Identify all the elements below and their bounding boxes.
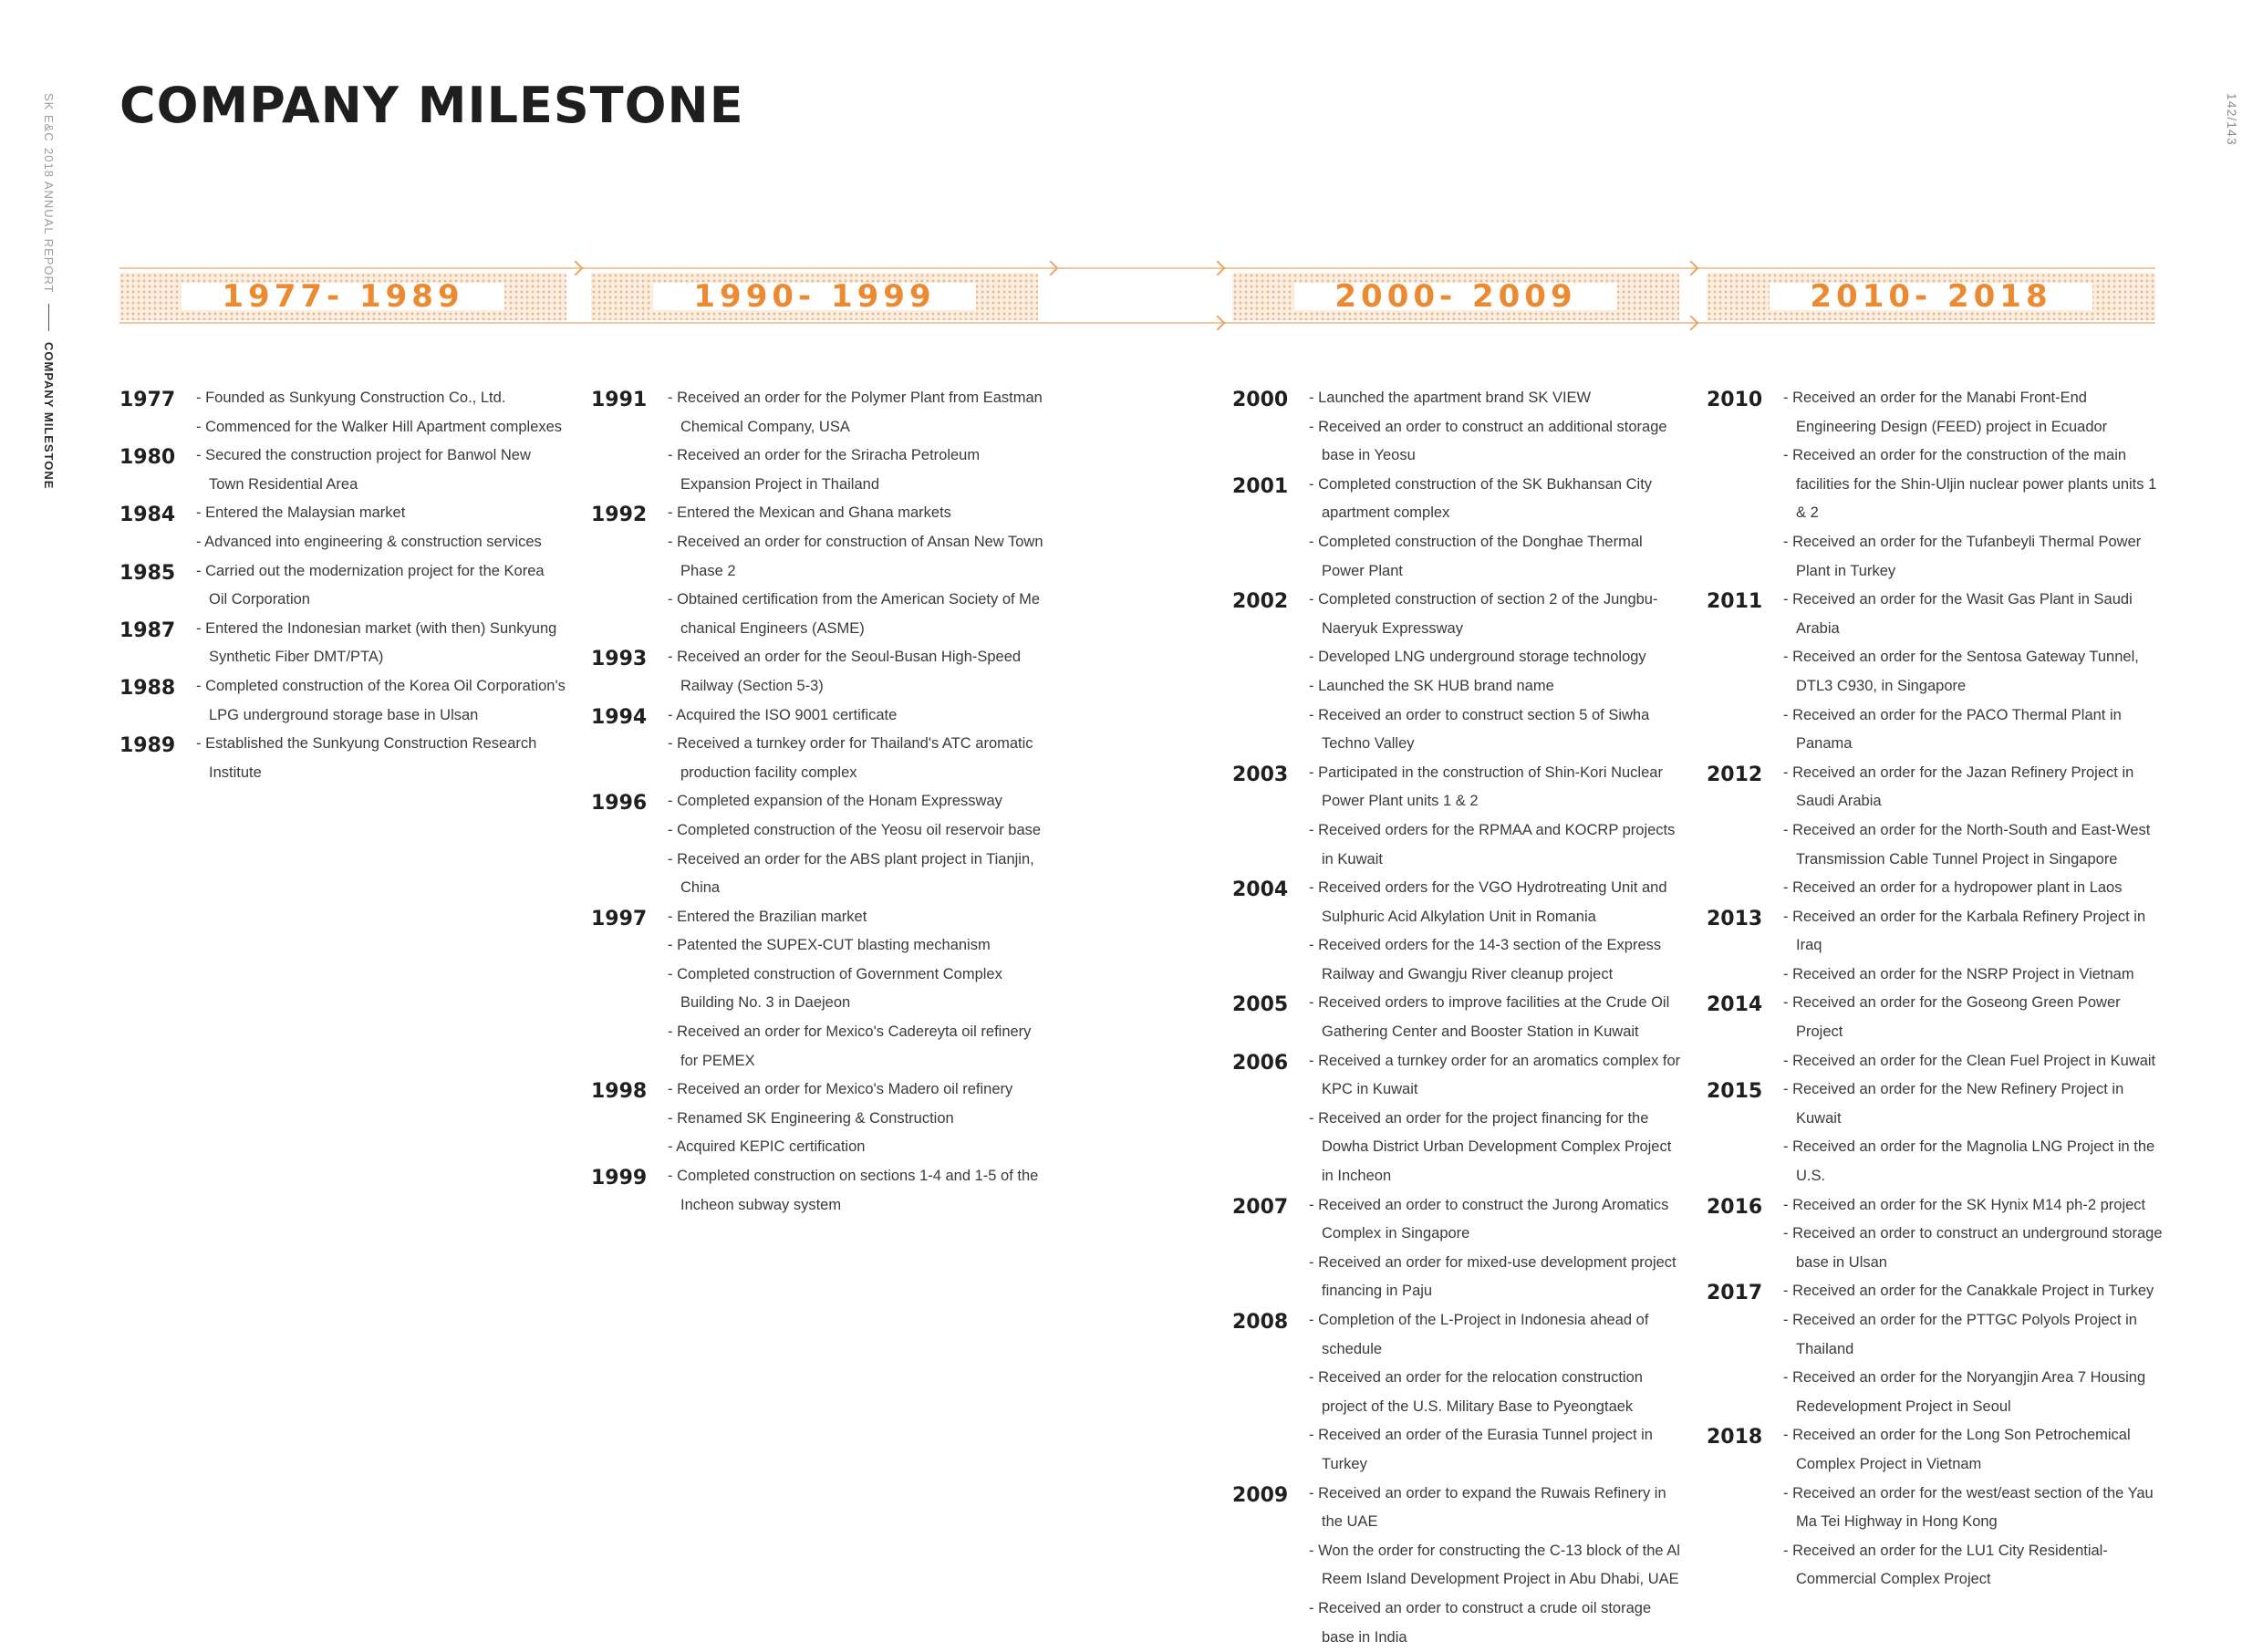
milestone-item-list (1783, 759, 2163, 903)
milestone-item: - Received an order for mixed-use development project financing in Paju (1309, 1249, 1684, 1306)
milestone-item: - Received an order for Mexico's Madero oil refinery (668, 1075, 1047, 1105)
period-1990-1999 (591, 273, 1038, 320)
period-label: 1990- 1999 (653, 283, 975, 310)
milestone-item: - Launched the SK HUB brand name (1309, 672, 1684, 701)
milestone-year: 2003 (1232, 763, 1289, 786)
milestone-row (1232, 1480, 1684, 1652)
milestone-item-list (1309, 471, 1684, 586)
period-2010-2018 (1707, 273, 2155, 320)
milestone-year: 2011 (1707, 590, 1763, 614)
milestone-item: - Received an order for the NSRP Project in Vietnam (1783, 961, 2163, 990)
chevron-right-icon (568, 261, 584, 276)
milestone-year: 2015 (1707, 1080, 1763, 1104)
milestone-item-list (196, 730, 566, 787)
timeline-guide-bottom (119, 322, 2155, 324)
side-report-label: 2018 ANNUAL REPORT (42, 147, 56, 294)
milestone-year: 1997 (591, 907, 648, 930)
milestone-item: - Launched the apartment brand SK VIEW (1309, 384, 1684, 413)
milestone-item: - Entered the Brazilian market (668, 903, 1047, 932)
milestone-item-list (1783, 1191, 2163, 1278)
side-divider (48, 304, 49, 331)
page-number: 142/143 (2225, 93, 2239, 146)
milestone-item: - Advanced into engineering & construction services (196, 528, 566, 557)
milestone-year: 2013 (1707, 907, 1763, 930)
milestone-item: - Received an order for the Karbala Refinery Project in Iraq (1783, 903, 2163, 961)
milestone-item: - Carried out the modernization project for the Korea Oil Corporation (196, 557, 566, 615)
milestone-item: - Completed construction of the SK Bukhansan City apartment complex (1309, 471, 1684, 528)
milestone-column-4 (1707, 384, 2163, 1595)
milestone-item-list (196, 672, 566, 730)
milestone-item: - Won the order for constructing the C-13 block of the Al Reem Island Development Project in Abu Dhabi, UAE (1309, 1537, 1684, 1595)
milestone-year: 2002 (1232, 590, 1289, 614)
milestone-row (1707, 1075, 2163, 1190)
milestone-row (1707, 989, 2163, 1075)
milestone-item: - Patented the SUPEX-CUT blasting mechanism (668, 931, 1047, 961)
milestone-year: 2007 (1232, 1195, 1289, 1219)
milestone-item-list (668, 499, 1047, 643)
milestone-item-list (1309, 1306, 1684, 1480)
milestone-item-list (1309, 586, 1684, 759)
milestone-row (1232, 384, 1684, 471)
milestone-row (1232, 1191, 1684, 1306)
milestone-row (1232, 989, 1684, 1046)
milestone-year: 2004 (1232, 878, 1289, 902)
milestone-item: - Received an order of the Eurasia Tunnel project in Turkey (1309, 1421, 1684, 1479)
milestone-year: 2009 (1232, 1483, 1289, 1507)
page-title: COMPANY MILESTONE (119, 77, 744, 134)
milestone-item: - Received an order for the Manabi Front-End Engineering Design (FEED) project in Ecuador (1783, 384, 2163, 442)
milestone-item: - Received an order to construct an underground storage base in Ulsan (1783, 1220, 2163, 1277)
milestone-item-list (668, 1162, 1047, 1220)
milestone-item: - Completed construction of the Korea Oil Corporation's LPG underground storage base in Ulsan (196, 672, 566, 730)
milestone-item: - Received an order to construct section 5 of Siwha Techno Valley (1309, 701, 1684, 759)
milestone-item-list (1783, 384, 2163, 586)
chevron-right-icon (1043, 261, 1059, 276)
milestone-row (591, 701, 1047, 788)
milestone-item: - Received an order for the construction of the main facilities for the Shin-Uljin nuclear power plants units 1 & 2 (1783, 442, 2163, 528)
milestone-item: - Renamed SK Engineering & Construction (668, 1105, 1047, 1134)
milestone-item-list (668, 643, 1047, 701)
milestone-row (591, 1162, 1047, 1220)
milestone-year: 1998 (591, 1080, 648, 1104)
milestone-item-list (1309, 384, 1684, 471)
milestone-row (591, 787, 1047, 902)
milestone-item: - Received an order for the Seoul-Busan High-Speed Railway (Section 5-3) (668, 643, 1047, 701)
timeline-guide-top (119, 267, 2155, 269)
milestone-item: - Completed construction of the Donghae Thermal Power Plant (1309, 528, 1684, 586)
milestone-row (119, 442, 566, 499)
milestone-item: - Received an order to construct the Jurong Aromatics Complex in Singapore (1309, 1191, 1684, 1249)
milestone-year: 1991 (591, 389, 648, 411)
milestone-row (1707, 1191, 2163, 1278)
milestone-item-list (1309, 1191, 1684, 1306)
milestone-item: - Received an order for the Goseong Green Power Project (1783, 989, 2163, 1046)
milestone-row (1707, 586, 2163, 759)
milestone-item-list (196, 557, 566, 615)
milestone-row (119, 499, 566, 556)
milestone-item: - Received orders for the RPMAA and KOCRP projects in Kuwait (1309, 816, 1684, 874)
milestone-year: 2016 (1707, 1195, 1763, 1219)
milestone-year: 1977 (119, 389, 176, 411)
milestone-item: - Entered the Mexican and Ghana markets (668, 499, 1047, 528)
milestone-item: - Received an order for the Clean Fuel Project in Kuwait (1783, 1047, 2163, 1076)
milestone-item: - Received a turnkey order for an aromatics complex for KPC in Kuwait (1309, 1047, 1684, 1105)
milestone-item: - Received an order for the Noryangjin Area 7 Housing Redevelopment Project in Seoul (1783, 1364, 2163, 1421)
milestone-item: - Received orders to improve facilities at the Crude Oil Gathering Center and Booster Station in Kuwait (1309, 989, 1684, 1046)
milestone-item: - Participated in the construction of Shin-Kori Nuclear Power Plant units 1 & 2 (1309, 759, 1684, 816)
milestone-item: - Received an order for the New Refinery Project in Kuwait (1783, 1075, 2163, 1133)
milestone-item: - Received an order for the SK Hynix M14 ph-2 project (1783, 1191, 2163, 1221)
milestone-item: - Received an order for the Wasit Gas Plant in Saudi Arabia (1783, 586, 2163, 643)
milestone-item-list (1309, 989, 1684, 1046)
side-rail (42, 93, 56, 490)
milestone-year: 2005 (1232, 993, 1289, 1017)
milestone-item: - Received an order to construct a crude oil storage base in India (1309, 1595, 1684, 1652)
milestone-row (1707, 384, 2163, 586)
side-company-label: SK E&C (42, 93, 56, 142)
milestone-item: - Received an order for the Tufanbeyli Thermal Power Plant in Turkey (1783, 528, 2163, 586)
milestone-row (591, 903, 1047, 1076)
milestone-row (591, 1075, 1047, 1162)
milestone-item: - Received an order for the ABS plant project in Tianjin, China (668, 846, 1047, 903)
milestone-row (119, 672, 566, 730)
milestone-year: 1992 (591, 504, 648, 527)
milestone-item: - Received an order for the PACO Thermal Plant in Panama (1783, 701, 2163, 759)
milestone-item-list (196, 442, 566, 499)
chevron-right-icon (1210, 316, 1226, 331)
milestone-year: 2014 (1707, 993, 1763, 1017)
milestone-year: 1987 (119, 618, 176, 642)
milestone-item-list (196, 384, 566, 442)
milestone-item: - Founded as Sunkyung Construction Co., Ltd. (196, 384, 566, 413)
period-label: 1977- 1989 (182, 283, 503, 310)
period-2000-2009 (1232, 273, 1679, 320)
milestone-item: - Received orders for the VGO Hydrotreating Unit and Sulphuric Acid Alkylation Unit in Romania (1309, 874, 1684, 931)
milestone-row (1707, 759, 2163, 903)
milestone-row (591, 384, 1047, 499)
milestone-year: 1996 (591, 792, 648, 816)
milestone-item: - Received an order for the project financing for the Dowha District Urban Development Complex Project in Incheon (1309, 1105, 1684, 1191)
milestone-item-list (1783, 1277, 2163, 1421)
milestone-item: - Entered the Indonesian market (with then) Sunkyung Synthetic Fiber DMT/PTA) (196, 615, 566, 672)
period-label: 2000- 2009 (1294, 283, 1616, 310)
milestone-item-list (1783, 1075, 2163, 1190)
milestone-year: 2008 (1232, 1311, 1289, 1334)
milestone-row (1232, 759, 1684, 874)
milestone-item: - Established the Sunkyung Construction Research Institute (196, 730, 566, 787)
milestone-item: - Commenced for the Walker Hill Apartment complexes (196, 413, 566, 442)
milestone-item: - Received an order for the Polymer Plant from Eastman Chemical Company, USA (668, 384, 1047, 442)
milestone-year: 1985 (119, 561, 176, 585)
milestone-item-list (1309, 759, 1684, 874)
milestone-item-list (668, 701, 1047, 788)
milestone-item: - Completed construction of section 2 of the Jungbu-Naeryuk Expressway (1309, 586, 1684, 643)
side-section-label: COMPANY MILESTONE (42, 342, 56, 490)
milestone-item-list (1783, 903, 2163, 990)
milestone-year: 2010 (1707, 389, 1763, 411)
milestone-item: - Received an order to construct an additional storage base in Yeosu (1309, 413, 1684, 471)
milestone-item: - Completed construction on sections 1-4 and 1-5 of the Incheon subway system (668, 1162, 1047, 1220)
milestone-item: - Received an order for the Jazan Refinery Project in Saudi Arabia (1783, 759, 2163, 816)
milestone-item: - Received an order for the LU1 City Residential-Commercial Complex Project (1783, 1537, 2163, 1595)
milestone-year: 1980 (119, 446, 176, 470)
milestone-year: 1989 (119, 734, 176, 758)
milestone-item: - Completed expansion of the Honam Expressway (668, 787, 1047, 816)
milestone-item: - Received an order for the Long Son Petrochemical Complex Project in Vietnam (1783, 1421, 2163, 1479)
milestone-year: 1988 (119, 676, 176, 700)
milestone-item-list (668, 903, 1047, 1076)
milestone-row (119, 615, 566, 672)
milestone-year: 2017 (1707, 1282, 1763, 1305)
milestone-item-list (196, 499, 566, 556)
milestone-row (1232, 1306, 1684, 1480)
milestone-item: - Received an order for the relocation construction project of the U.S. Military Base to Pyeongtaek (1309, 1364, 1684, 1421)
milestone-year: 2000 (1232, 389, 1289, 411)
milestone-year: 1993 (591, 648, 648, 671)
milestone-row (1232, 471, 1684, 586)
milestone-item-list (1309, 1047, 1684, 1191)
milestone-item-list (668, 1075, 1047, 1162)
milestone-year: 1999 (591, 1167, 648, 1190)
milestone-item: - Completion of the L-Project in Indonesia ahead of schedule (1309, 1306, 1684, 1364)
milestone-item: - Received an order for the Sentosa Gateway Tunnel, DTL3 C930, in Singapore (1783, 643, 2163, 701)
milestone-item: - Received an order for the North-South and East-West Transmission Cable Tunnel Project in Singapore (1783, 816, 2163, 874)
milestone-row (1232, 586, 1684, 759)
milestone-item-list (1309, 874, 1684, 989)
period-1977-1989 (119, 273, 566, 320)
chevron-right-icon (1684, 316, 1699, 331)
milestone-year: 1994 (591, 705, 648, 729)
milestone-year: 2012 (1707, 763, 1763, 786)
milestone-row (119, 730, 566, 787)
milestone-item: - Completed construction of Government Complex Building No. 3 in Daejeon (668, 961, 1047, 1018)
milestone-year: 2001 (1232, 474, 1289, 498)
milestone-item: - Received an order for the Canakkale Project in Turkey (1783, 1277, 2163, 1306)
period-label: 2010- 2018 (1770, 283, 2092, 310)
milestone-item: - Received a turnkey order for Thailand's ATC aromatic production facility complex (668, 730, 1047, 787)
milestone-item: - Secured the construction project for Banwol New Town Residential Area (196, 442, 566, 499)
milestone-row (1232, 874, 1684, 989)
milestone-item: - Received an order for a hydropower plant in Laos (1783, 874, 2163, 903)
milestone-item: - Received an order for Mexico's Cadereyta oil refinery for PEMEX (668, 1018, 1047, 1075)
milestone-item: - Acquired KEPIC certification (668, 1133, 1047, 1162)
milestone-item: - Received an order for the west/east section of the Yau Ma Tei Highway in Hong Kong (1783, 1480, 2163, 1537)
milestone-row (591, 499, 1047, 643)
milestone-column-3 (1232, 384, 1684, 1652)
chevron-right-icon (1684, 261, 1699, 276)
milestone-item: - Completed construction of the Yeosu oil reservoir base (668, 816, 1047, 846)
milestone-column-2 (591, 384, 1047, 1220)
milestone-item: - Received an order for the PTTGC Polyols Project in Thailand (1783, 1306, 2163, 1364)
milestone-row (1707, 1277, 2163, 1421)
timeline-band (119, 260, 2155, 333)
milestone-item: - Received an order for the Sriracha Petroleum Expansion Project in Thailand (668, 442, 1047, 499)
milestone-item: - Entered the Malaysian market (196, 499, 566, 528)
milestone-item: - Received an order for construction of Ansan New Town Phase 2 (668, 528, 1047, 586)
milestone-column-1 (119, 384, 566, 787)
milestone-item: - Received an order for the Magnolia LNG Project in the U.S. (1783, 1133, 2163, 1190)
milestone-item-list (1783, 586, 2163, 759)
milestone-item-list (668, 384, 1047, 499)
milestone-row (1707, 903, 2163, 990)
milestone-item-list (668, 787, 1047, 902)
milestone-year: 2006 (1232, 1051, 1289, 1075)
milestone-year: 2018 (1707, 1426, 1763, 1449)
milestone-item: - Developed LNG underground storage technology (1309, 643, 1684, 672)
milestone-row (119, 384, 566, 442)
milestone-row (1707, 1421, 2163, 1595)
chevron-right-icon (1210, 261, 1226, 276)
milestone-item-list (1309, 1480, 1684, 1652)
milestone-year: 1984 (119, 504, 176, 527)
milestone-item: - Received an order to expand the Ruwais Refinery in the UAE (1309, 1480, 1684, 1537)
milestone-item: - Acquired the ISO 9001 certificate (668, 701, 1047, 731)
milestone-row (119, 557, 566, 615)
milestone-item-list (1783, 989, 2163, 1075)
milestone-row (1232, 1047, 1684, 1191)
milestone-item: - Obtained certification from the American Society of Me chanical Engineers (ASME) (668, 586, 1047, 643)
milestone-item: - Received orders for the 14-3 section of the Express Railway and Gwangju River cleanup project (1309, 931, 1684, 989)
milestone-item-list (196, 615, 566, 672)
milestone-row (591, 643, 1047, 701)
milestone-item-list (1783, 1421, 2163, 1595)
